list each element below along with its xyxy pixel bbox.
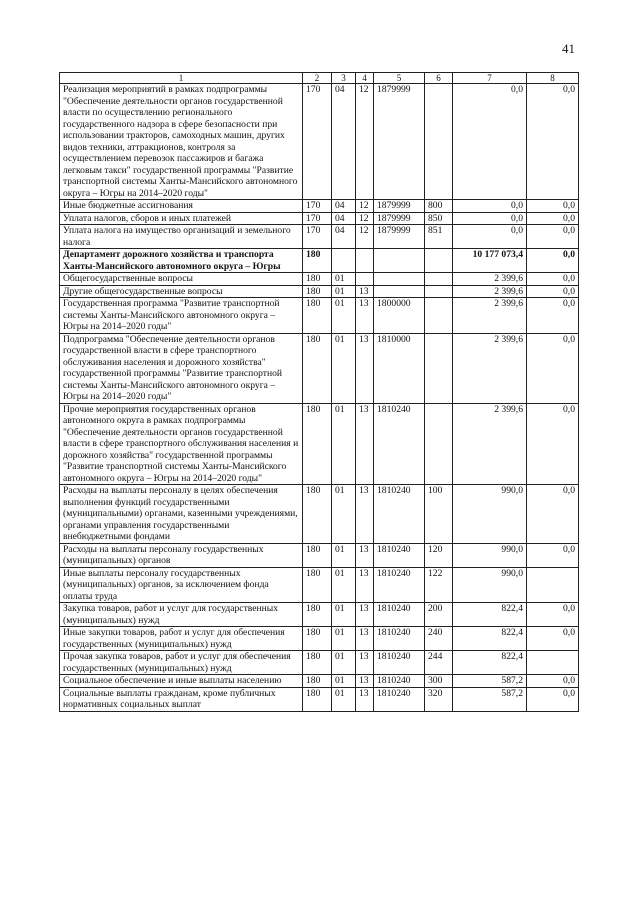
cell-admin-code: 180 [303, 543, 332, 567]
cell-subsection: 13 [356, 298, 374, 334]
cell-target-article: 1810240 [374, 485, 425, 544]
cell-name: Социальное обеспечение и иные выплаты населению [60, 675, 303, 688]
cell-amount-secondary: 0,0 [527, 543, 579, 567]
cell-expense-type [425, 273, 453, 286]
cell-name: Расходы на выплаты персоналу в целях обеспечения выполнения функций государственными (муниципальными) органами, казенными учреждениями, органами управления государственными внебюджетными фондами [60, 485, 303, 544]
cell-admin-code: 180 [303, 285, 332, 298]
cell-amount: 2 399,6 [453, 273, 527, 286]
cell-name: Иные выплаты персоналу государственных (муниципальных) органов, за исключением фонда оплаты труда [60, 567, 303, 603]
table-row [60, 485, 579, 544]
cell-admin-code: 180 [303, 687, 332, 711]
cell-section [332, 249, 356, 273]
cell-expense-type: 320 [425, 687, 453, 711]
table-header [60, 73, 579, 84]
cell-amount: 587,2 [453, 687, 527, 711]
table-row [60, 651, 579, 675]
cell-amount-secondary: 0,0 [527, 403, 579, 485]
cell-expense-type: 100 [425, 485, 453, 544]
cell-expense-type [425, 84, 453, 200]
cell-target-article: 1810240 [374, 675, 425, 688]
cell-admin-code: 180 [303, 298, 332, 334]
cell-section: 01 [332, 675, 356, 688]
cell-name: Иные бюджетные ассигнования [60, 200, 303, 213]
cell-amount-secondary: 0,0 [527, 285, 579, 298]
cell-name: Закупка товаров, работ и услуг для государственных (муниципальных) нужд [60, 603, 303, 627]
cell-amount: 0,0 [453, 84, 527, 200]
page-number: 41 [562, 41, 575, 56]
cell-expense-type [425, 333, 453, 403]
cell-target-article: 1810240 [374, 603, 425, 627]
cell-section: 04 [332, 200, 356, 213]
cell-amount-secondary [527, 567, 579, 603]
cell-subsection: 13 [356, 543, 374, 567]
cell-amount-secondary: 0,0 [527, 687, 579, 711]
cell-section: 01 [332, 333, 356, 403]
cell-target-article [374, 273, 425, 286]
cell-amount-secondary: 0,0 [527, 249, 579, 273]
cell-subsection: 13 [356, 403, 374, 485]
column-header-4: 4 [356, 73, 374, 84]
cell-admin-code: 170 [303, 84, 332, 200]
cell-admin-code: 180 [303, 249, 332, 273]
cell-subsection [356, 273, 374, 286]
cell-subsection: 13 [356, 651, 374, 675]
cell-section: 01 [332, 485, 356, 544]
cell-expense-type: 200 [425, 603, 453, 627]
cell-target-article: 1879999 [374, 200, 425, 213]
table-row [60, 212, 579, 225]
cell-section: 01 [332, 273, 356, 286]
cell-amount: 822,4 [453, 651, 527, 675]
cell-target-article: 1879999 [374, 84, 425, 200]
column-header-6: 6 [425, 73, 453, 84]
cell-amount: 822,4 [453, 603, 527, 627]
cell-target-article: 1879999 [374, 225, 425, 249]
cell-admin-code: 180 [303, 273, 332, 286]
table-row [60, 225, 579, 249]
cell-name: Подпрограмма "Обеспечение деятельности органов государственной власти в сфере транспортного обслуживания населения и дорожного хозяйства" государственной программы "Развитие транспортной системы Ханты-Мансийского автономного округа – Югры на 2014–2020 годы" [60, 333, 303, 403]
cell-target-article: 1810240 [374, 567, 425, 603]
cell-target-article [374, 249, 425, 273]
table-row [60, 298, 579, 334]
table-row [60, 285, 579, 298]
cell-amount: 990,0 [453, 485, 527, 544]
cell-name: Уплата налогов, сборов и иных платежей [60, 212, 303, 225]
cell-subsection: 12 [356, 225, 374, 249]
cell-amount-secondary: 0,0 [527, 298, 579, 334]
cell-section: 04 [332, 225, 356, 249]
table-row [60, 603, 579, 627]
cell-amount-secondary: 0,0 [527, 273, 579, 286]
cell-subsection: 13 [356, 285, 374, 298]
table-row [60, 567, 579, 603]
cell-admin-code: 170 [303, 200, 332, 213]
column-header-5: 5 [374, 73, 425, 84]
table-row [60, 543, 579, 567]
cell-target-article: 1810240 [374, 651, 425, 675]
cell-name: Уплата налога на имущество организаций и земельного налога [60, 225, 303, 249]
cell-subsection: 13 [356, 567, 374, 603]
cell-amount: 0,0 [453, 212, 527, 225]
cell-target-article: 1800000 [374, 298, 425, 334]
cell-section: 01 [332, 298, 356, 334]
table-row [60, 627, 579, 651]
table-row [60, 273, 579, 286]
column-header-3: 3 [332, 73, 356, 84]
cell-expense-type: 850 [425, 212, 453, 225]
cell-admin-code: 180 [303, 603, 332, 627]
cell-amount: 990,0 [453, 543, 527, 567]
cell-target-article: 1810000 [374, 333, 425, 403]
cell-subsection: 13 [356, 333, 374, 403]
cell-amount: 10 177 073,4 [453, 249, 527, 273]
cell-amount-secondary: 0,0 [527, 627, 579, 651]
cell-target-article: 1879999 [374, 212, 425, 225]
cell-amount: 990,0 [453, 567, 527, 603]
table-row [60, 249, 579, 273]
table-row [60, 84, 579, 200]
cell-name: Расходы на выплаты персоналу государственных (муниципальных) органов [60, 543, 303, 567]
cell-section: 01 [332, 543, 356, 567]
cell-target-article: 1810240 [374, 543, 425, 567]
cell-subsection: 13 [356, 687, 374, 711]
cell-expense-type: 240 [425, 627, 453, 651]
cell-section: 01 [332, 651, 356, 675]
cell-section: 01 [332, 603, 356, 627]
cell-section: 01 [332, 285, 356, 298]
cell-target-article: 1810240 [374, 687, 425, 711]
cell-section: 01 [332, 403, 356, 485]
cell-target-article: 1810240 [374, 403, 425, 485]
cell-amount: 0,0 [453, 225, 527, 249]
cell-expense-type: 800 [425, 200, 453, 213]
cell-expense-type: 851 [425, 225, 453, 249]
cell-expense-type: 120 [425, 543, 453, 567]
cell-admin-code: 180 [303, 333, 332, 403]
table-body [60, 84, 579, 712]
cell-amount-secondary: 0,0 [527, 200, 579, 213]
table-row [60, 403, 579, 485]
cell-subsection: 13 [356, 603, 374, 627]
cell-amount-secondary: 0,0 [527, 333, 579, 403]
table-row [60, 200, 579, 213]
cell-subsection: 12 [356, 212, 374, 225]
cell-amount: 2 399,6 [453, 298, 527, 334]
cell-expense-type [425, 285, 453, 298]
cell-expense-type: 300 [425, 675, 453, 688]
cell-amount: 587,2 [453, 675, 527, 688]
cell-name: Департамент дорожного хозяйства и транспорта Ханты-Мансийского автономного округа – Югры [60, 249, 303, 273]
cell-section: 01 [332, 567, 356, 603]
column-header-7: 7 [453, 73, 527, 84]
cell-section: 04 [332, 84, 356, 200]
table-row [60, 687, 579, 711]
cell-name: Государственная программа "Развитие транспортной системы Ханты-Мансийского автономного округа – Югры на 2014–2020 годы" [60, 298, 303, 334]
cell-amount-secondary [527, 651, 579, 675]
table-row [60, 333, 579, 403]
cell-expense-type: 244 [425, 651, 453, 675]
cell-admin-code: 180 [303, 567, 332, 603]
cell-name: Прочие мероприятия государственных органов автономного округа в рамках подпрограммы "Обеспечение деятельности органов государственной власти в сфере транспортного обслуживания населения и дорожного хозяйства" государственной программы "Развитие транспортной системы Ханты-Мансийского автономного округа – Югры на 2014–2020 годы" [60, 403, 303, 485]
cell-admin-code: 180 [303, 627, 332, 651]
cell-target-article [374, 285, 425, 298]
cell-name: Общегосударственные вопросы [60, 273, 303, 286]
cell-amount: 0,0 [453, 200, 527, 213]
cell-amount: 2 399,6 [453, 403, 527, 485]
cell-section: 01 [332, 687, 356, 711]
cell-name: Прочая закупка товаров, работ и услуг для обеспечения государственных (муниципальных) нужд [60, 651, 303, 675]
cell-admin-code: 180 [303, 651, 332, 675]
cell-subsection [356, 249, 374, 273]
cell-expense-type [425, 298, 453, 334]
cell-amount: 2 399,6 [453, 333, 527, 403]
column-header-1: 1 [60, 73, 303, 84]
cell-amount-secondary: 0,0 [527, 675, 579, 688]
cell-amount: 822,4 [453, 627, 527, 651]
budget-table [59, 72, 579, 712]
cell-expense-type: 122 [425, 567, 453, 603]
column-header-8: 8 [527, 73, 579, 84]
cell-expense-type [425, 403, 453, 485]
cell-subsection: 13 [356, 485, 374, 544]
cell-admin-code: 180 [303, 403, 332, 485]
cell-expense-type [425, 249, 453, 273]
cell-subsection: 12 [356, 200, 374, 213]
cell-admin-code: 170 [303, 225, 332, 249]
cell-amount-secondary: 0,0 [527, 212, 579, 225]
cell-admin-code: 180 [303, 675, 332, 688]
cell-name: Другие общегосударственные вопросы [60, 285, 303, 298]
cell-admin-code: 170 [303, 212, 332, 225]
cell-amount: 2 399,6 [453, 285, 527, 298]
cell-name: Социальные выплаты гражданам, кроме публичных нормативных социальных выплат [60, 687, 303, 711]
cell-name: Реализация мероприятий в рамках подпрограммы "Обеспечение деятельности органов государственной власти по осуществлению регионального государственного надзора в сфере безопасности при использовании тракторов, самоходных машин, других видов техники, аттракционов, контроля за осуществлением перевозок пассажиров и багажа легковым такси" государственной программы "Развитие транспортной системы Ханты-Мансийского автономного округа – Югры на 2014–2020 годы" [60, 84, 303, 200]
cell-amount-secondary: 0,0 [527, 225, 579, 249]
cell-subsection: 13 [356, 675, 374, 688]
cell-amount-secondary: 0,0 [527, 485, 579, 544]
cell-subsection: 13 [356, 627, 374, 651]
cell-target-article: 1810240 [374, 627, 425, 651]
column-header-2: 2 [303, 73, 332, 84]
cell-name: Иные закупки товаров, работ и услуг для обеспечения государственных (муниципальных) нужд [60, 627, 303, 651]
cell-amount-secondary: 0,0 [527, 84, 579, 200]
cell-section: 04 [332, 212, 356, 225]
cell-subsection: 12 [356, 84, 374, 200]
cell-admin-code: 180 [303, 485, 332, 544]
table-row [60, 675, 579, 688]
cell-section: 01 [332, 627, 356, 651]
cell-amount-secondary: 0,0 [527, 603, 579, 627]
